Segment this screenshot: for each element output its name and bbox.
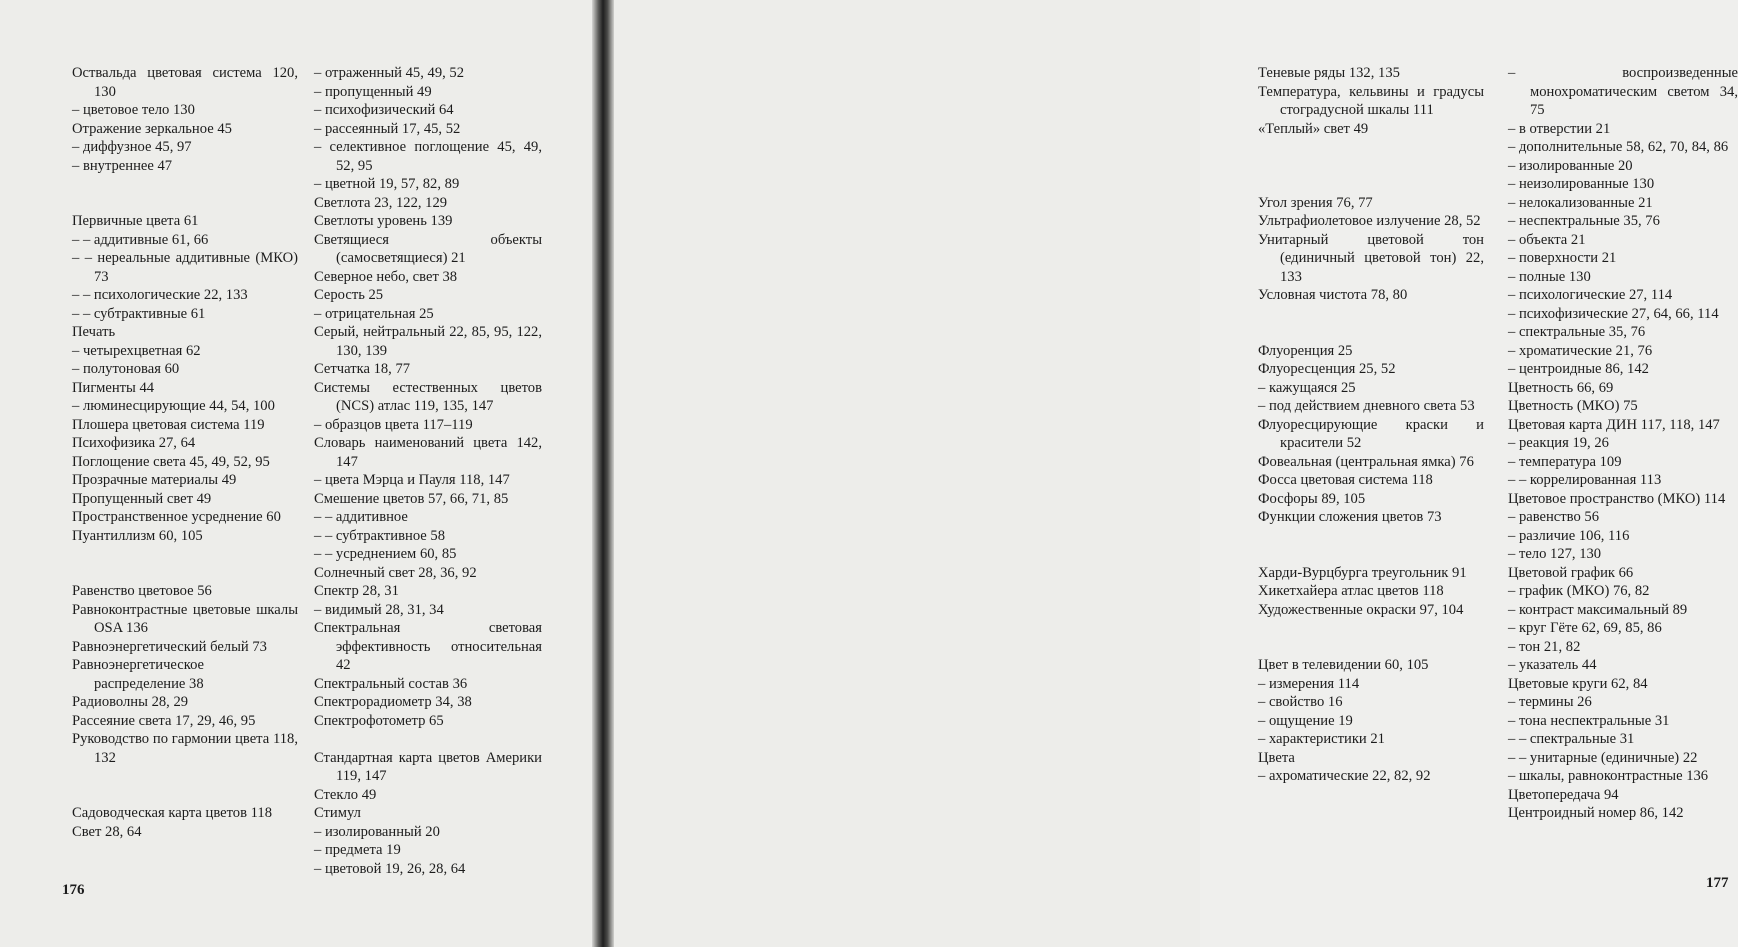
index-entry: – – субтрактивные 61: [72, 305, 206, 322]
entry-gap: [72, 175, 298, 194]
index-entry: – указатель 44: [1508, 657, 1597, 673]
entry-gap: [72, 545, 298, 564]
index-entry: Отражение зеркальное 45: [72, 120, 232, 137]
index-entry: Флуоренция 25: [1258, 342, 1353, 359]
index-entry: Светящиеся объекты (самосветящиеся) 21: [314, 231, 542, 266]
index-entry: Спектральная световая эффективность относительная 42: [314, 620, 542, 673]
index-entry: – дополнительные 58, 62, 70, 84, 86: [1508, 139, 1729, 155]
index-entry: – диффузное 45, 97: [72, 139, 192, 155]
index-entry: – температура 109: [1508, 453, 1622, 470]
index-entry: – хроматические 21, 76: [1508, 342, 1653, 359]
index-entry: – отраженный 45, 49, 52: [314, 65, 465, 81]
index-entry: – спектральные 35, 76: [1508, 324, 1646, 340]
index-entry: – изолированный 20: [314, 823, 440, 840]
index-entry: – характеристики 21: [1258, 731, 1385, 747]
index-entry: Радиоволны 28, 29: [72, 694, 189, 710]
index-entry: Светлоты уровень 139: [314, 213, 453, 229]
index-entry: Равноконтрастные цветовые шкалы OSA 136: [72, 601, 298, 636]
index-entry: Рассеяние света 17, 29, 46, 95: [72, 712, 256, 729]
index-entry: – видимый 28, 31, 34: [314, 601, 444, 618]
index-entry: Стекло 49: [314, 786, 377, 803]
entry-gap: [1258, 619, 1484, 638]
index-entry: – люминесцирующие 44, 54, 100: [72, 398, 275, 414]
index-entry: Цветовые круги 62, 84: [1508, 675, 1648, 692]
index-entry: Стимул: [314, 805, 361, 821]
index-entry: Цветовая карта ДИН 117, 118, 147: [1508, 416, 1720, 433]
index-entry: Равноэнергетический белый 73: [72, 638, 267, 655]
index-entry: Смешение цветов 57, 66, 71, 85: [314, 490, 509, 507]
index-entry: Теневые ряды 132, 135: [1258, 65, 1400, 81]
index-entry: – поверхности 21: [1508, 250, 1617, 266]
index-entry: – контраст максимальный 89: [1508, 601, 1688, 618]
index-entry: Садоводческая карта цветов 118: [72, 805, 272, 821]
index-entry: Цветность (МКО) 75: [1508, 398, 1638, 414]
index-entry: Условная чистота 78, 80: [1258, 287, 1408, 303]
index-entry: Серость 25: [314, 287, 384, 303]
index-entry: Фосса цветовая система 118: [1258, 472, 1433, 488]
index-entry: Харди-Вурцбурга треугольник 91: [1258, 564, 1467, 581]
index-column: [314, 64, 542, 878]
index-entry: – ахроматические 22, 82, 92: [1258, 768, 1431, 784]
index-entry: – неспектральные 35, 76: [1508, 213, 1660, 229]
index-entry: Цветовой график 66: [1508, 564, 1634, 581]
index-entry: – тона неспектральные 31: [1508, 712, 1670, 729]
index-entry: Спектр 28, 31: [314, 583, 399, 599]
index-entry: Цветопередача 94: [1508, 786, 1619, 803]
index-entry: – психофизические 27, 64, 66, 114: [1508, 305, 1719, 322]
index-entry: Оствальда цветовая система 120, 130: [72, 65, 298, 100]
index-entry: – различие 106, 116: [1508, 527, 1630, 544]
index-entry: – центроидные 86, 142: [1508, 361, 1649, 377]
index-entry: Солнечный свет 28, 36, 92: [314, 564, 477, 581]
index-entry: – – коррелированная 113: [1508, 472, 1662, 488]
index-entry: – четырехцветная 62: [72, 342, 201, 359]
entry-gap: [1258, 527, 1484, 546]
index-entry: – – субтрактивное 58: [314, 527, 446, 544]
index-entry: – тон 21, 82: [1508, 638, 1581, 655]
left-page: [0, 0, 598, 947]
index-entry: – полные 130: [1508, 268, 1591, 285]
index-entry: – график (МКО) 76, 82: [1508, 583, 1650, 599]
index-entry: – ощущение 19: [1258, 712, 1353, 729]
entry-gap: [1258, 545, 1484, 564]
index-entry: Пространственное усреднение 60: [72, 509, 281, 525]
index-entry: «Теплый» свет 49: [1258, 120, 1369, 137]
entry-gap: [1258, 638, 1484, 657]
index-entry: – селективное поглощение 45, 49, 52, 95: [314, 139, 542, 174]
index-entry: Цветность 66, 69: [1508, 379, 1614, 396]
index-entry: – объекта 21: [1508, 231, 1586, 248]
index-entry: – психологические 27, 114: [1508, 287, 1673, 303]
index-entry: Унитарный цветовой тон (единичный цветовой тон) 22, 133: [1258, 231, 1484, 285]
index-column: [72, 64, 298, 841]
entry-gap: [314, 730, 542, 749]
index-entry: Поглощение света 45, 49, 52, 95: [72, 453, 270, 470]
page-number: 177: [1706, 875, 1729, 891]
index-entry: Угол зрения 76, 77: [1258, 194, 1373, 211]
index-entry: Флуоресцирующие краски и красители 52: [1258, 416, 1484, 451]
index-entry: Фосфоры 89, 105: [1258, 490, 1366, 507]
index-column: [1508, 64, 1738, 823]
index-entry: Пигменты 44: [72, 379, 155, 396]
index-entry: Спектрофотометр 65: [314, 712, 444, 729]
index-entry: – отрицательная 25: [314, 305, 434, 322]
index-entry: Художественные окраски 97, 104: [1258, 601, 1464, 618]
index-entry: Системы естественных цветов (NCS) атлас 119, 135, 147: [314, 379, 542, 414]
index-entry: Температура, кельвины и градусы стоградусной шкалы 111: [1258, 83, 1484, 118]
index-entry: – полутоновая 60: [72, 361, 180, 377]
entry-gap: [72, 564, 298, 583]
index-entry: Свет 28, 64: [72, 823, 142, 840]
entry-gap: [1258, 138, 1484, 157]
index-entry: Пуантиллизм 60, 105: [72, 527, 203, 544]
entry-gap: [72, 786, 298, 805]
entry-gap: [1258, 305, 1484, 324]
index-entry: – психофизический 64: [314, 102, 454, 118]
index-entry: – – унитарные (единичные) 22: [1508, 749, 1698, 766]
entry-gap: [1258, 157, 1484, 176]
entry-gap: [1258, 175, 1484, 194]
index-entry: Словарь наименований цвета 142, 147: [314, 435, 542, 470]
index-entry: Фовеальная (центральная ямка) 76: [1258, 453, 1474, 470]
index-entry: Сетчатка 18, 77: [314, 361, 411, 377]
index-entry: Спектральный состав 36: [314, 675, 468, 692]
index-entry: – под действием дневного света 53: [1258, 398, 1475, 414]
index-entry: – – спектральные 31: [1508, 731, 1635, 747]
index-entry: Спектрорадиометр 34, 38: [314, 694, 472, 710]
entry-gap: [72, 767, 298, 786]
index-entry: Руководство по гармонии цвета 118, 132: [72, 731, 298, 766]
index-entry: Хикетхайера атлас цветов 118: [1258, 583, 1444, 599]
index-entry: – реакция 19, 26: [1508, 435, 1609, 451]
book-gutter: [592, 0, 614, 947]
index-entry: – воспроизведенные монохроматическим светом 34, 75: [1508, 65, 1738, 118]
entry-gap: [72, 194, 298, 213]
index-entry: – предмета 19: [314, 842, 401, 858]
index-entry: Плошера цветовая система 119: [72, 416, 265, 433]
index-entry: – шкалы, равноконтрастные 136: [1508, 768, 1709, 784]
index-entry: – цветовой 19, 26, 28, 64: [314, 860, 466, 877]
index-entry: Флуоресценция 25, 52: [1258, 361, 1396, 377]
index-entry: Пропущенный свет 49: [72, 490, 212, 507]
index-entry: – – нереальные аддитивные (МКО) 73: [72, 250, 298, 285]
index-entry: Светлота 23, 122, 129: [314, 194, 448, 211]
index-entry: Психофизика 27, 64: [72, 435, 196, 451]
index-entry: – свойство 16: [1258, 694, 1343, 710]
index-entry: – неизолированные 130: [1508, 176, 1655, 192]
index-column: [1258, 64, 1484, 786]
index-entry: – цветовое тело 130: [72, 102, 195, 118]
index-entry: – тело 127, 130: [1508, 546, 1602, 562]
index-entry: – рассеянный 17, 45, 52: [314, 120, 461, 137]
index-entry: – равенство 56: [1508, 509, 1599, 525]
index-entry: Печать: [72, 324, 116, 340]
index-entry: Цветовое пространство (МКО) 114: [1508, 490, 1726, 507]
index-entry: – изолированные 20: [1508, 157, 1633, 174]
index-entry: – внутреннее 47: [72, 157, 173, 174]
index-entry: Прозрачные материалы 49: [72, 472, 237, 488]
index-entry: Цвета: [1258, 749, 1295, 766]
index-entry: – образцов цвета 117–119: [314, 416, 473, 433]
index-entry: Серый, нейтральный 22, 85, 95, 122, 130, 139: [314, 324, 542, 359]
index-entry: – цвета Мэрца и Пауля 118, 147: [314, 472, 510, 488]
index-entry: – измерения 114: [1258, 675, 1360, 692]
index-entry: Равенство цветовое 56: [72, 583, 212, 599]
index-entry: Равноэнергетическое распределение 38: [72, 657, 205, 692]
index-entry: Функции сложения цветов 73: [1258, 509, 1442, 525]
index-entry: Цвет в телевидении 60, 105: [1258, 657, 1429, 673]
index-entry: – круг Гёте 62, 69, 85, 86: [1508, 620, 1662, 636]
index-entry: – – усреднением 60, 85: [314, 546, 457, 562]
index-entry: – нелокализованные 21: [1508, 194, 1653, 211]
index-entry: Стандартная карта цветов Америки 119, 147: [314, 749, 542, 784]
index-entry: – – аддитивные 61, 66: [72, 231, 209, 248]
index-entry: Ультрафиолетовое излучение 28, 52: [1258, 213, 1481, 229]
index-entry: – термины 26: [1508, 694, 1592, 710]
index-entry: – кажущаяся 25: [1258, 379, 1356, 396]
index-entry: Северное небо, свет 38: [314, 268, 458, 285]
entry-gap: [1258, 323, 1484, 342]
right-page: [608, 0, 1738, 947]
index-entry: – в отверстии 21: [1508, 120, 1611, 137]
index-entry: – – аддитивное: [314, 509, 408, 525]
index-entry: – пропущенный 49: [314, 83, 432, 100]
index-entry: – цветной 19, 57, 82, 89: [314, 176, 460, 192]
index-entry: – – психологические 22, 133: [72, 287, 248, 303]
index-entry: Центроидный номер 86, 142: [1508, 805, 1684, 821]
index-entry: Первичные цвета 61: [72, 213, 199, 229]
page-number: 176: [62, 882, 85, 898]
